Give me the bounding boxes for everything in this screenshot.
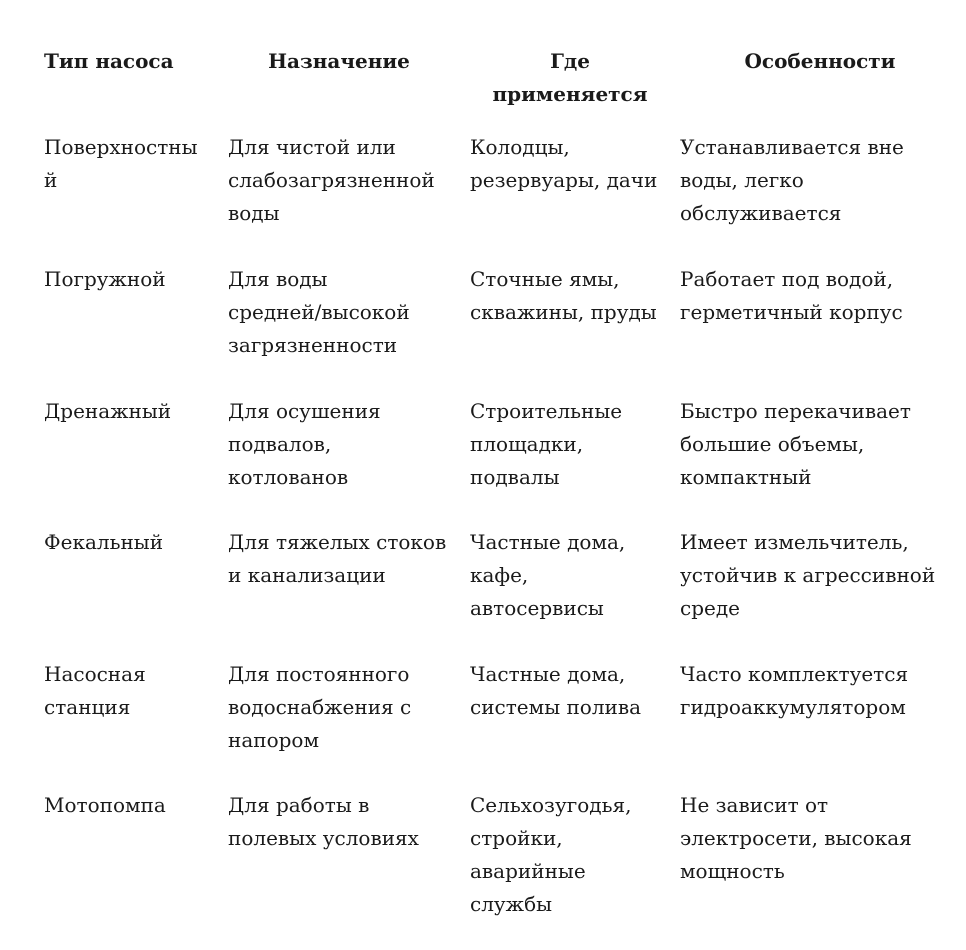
table-cell-type: Поверхностны й xyxy=(44,135,198,192)
table-cell-purpose: Для постоянного водоснабжения с напором xyxy=(228,662,412,752)
table-cell-where: Частные дома, системы полива xyxy=(470,662,642,719)
table-cell-type: Фекальный xyxy=(44,530,164,554)
table-cell-purpose: Для воды средней/высокой загрязненности xyxy=(228,267,410,357)
header-where: Где применяется xyxy=(492,49,648,106)
table-cell-where: Строительные площадки, подвалы xyxy=(470,399,623,489)
table-cell-where: Колодцы, резервуары, дачи xyxy=(470,135,658,192)
table-cell-where: Частные дома, кафе, автосервисы xyxy=(470,530,626,620)
table-cell-features: Устанавливается вне воды, легко обслуживается xyxy=(680,135,904,225)
table-cell-features: Не зависит от электросети, высокая мощность xyxy=(680,793,912,883)
header-purpose: Назначение xyxy=(268,49,410,73)
header-type: Тип насоса xyxy=(44,49,174,73)
table-cell-purpose: Для работы в полевых условиях xyxy=(228,793,419,850)
table-cell-where: Сточные ямы, скважины, пруды xyxy=(470,267,657,324)
table-cell-features: Имеет измельчитель, устойчив к агрессивной среде xyxy=(680,530,936,620)
table-cell-type: Мотопомпа xyxy=(44,793,166,817)
table-cell-purpose: Для осушения подвалов, котлованов xyxy=(228,399,381,489)
table-cell-where: Сельхозугодья, стройки, аварийные службы xyxy=(470,793,632,916)
table-cell-purpose: Для чистой или слабозагрязненной воды xyxy=(228,135,435,225)
table-cell-features: Работает под водой, герметичный корпус xyxy=(680,267,903,324)
table-cell-purpose: Для тяжелых стоков и канализации xyxy=(228,530,447,587)
table-cell-type: Дренажный xyxy=(44,399,172,423)
table-cell-features: Часто комплектуется гидроаккумулятором xyxy=(680,662,909,719)
table-cell-features: Быстро перекачивает большие объемы, компактный xyxy=(680,399,911,489)
header-features: Особенности xyxy=(744,49,896,73)
table-cell-type: Насосная станция xyxy=(44,662,146,719)
table-cell-type: Погружной xyxy=(44,267,166,291)
